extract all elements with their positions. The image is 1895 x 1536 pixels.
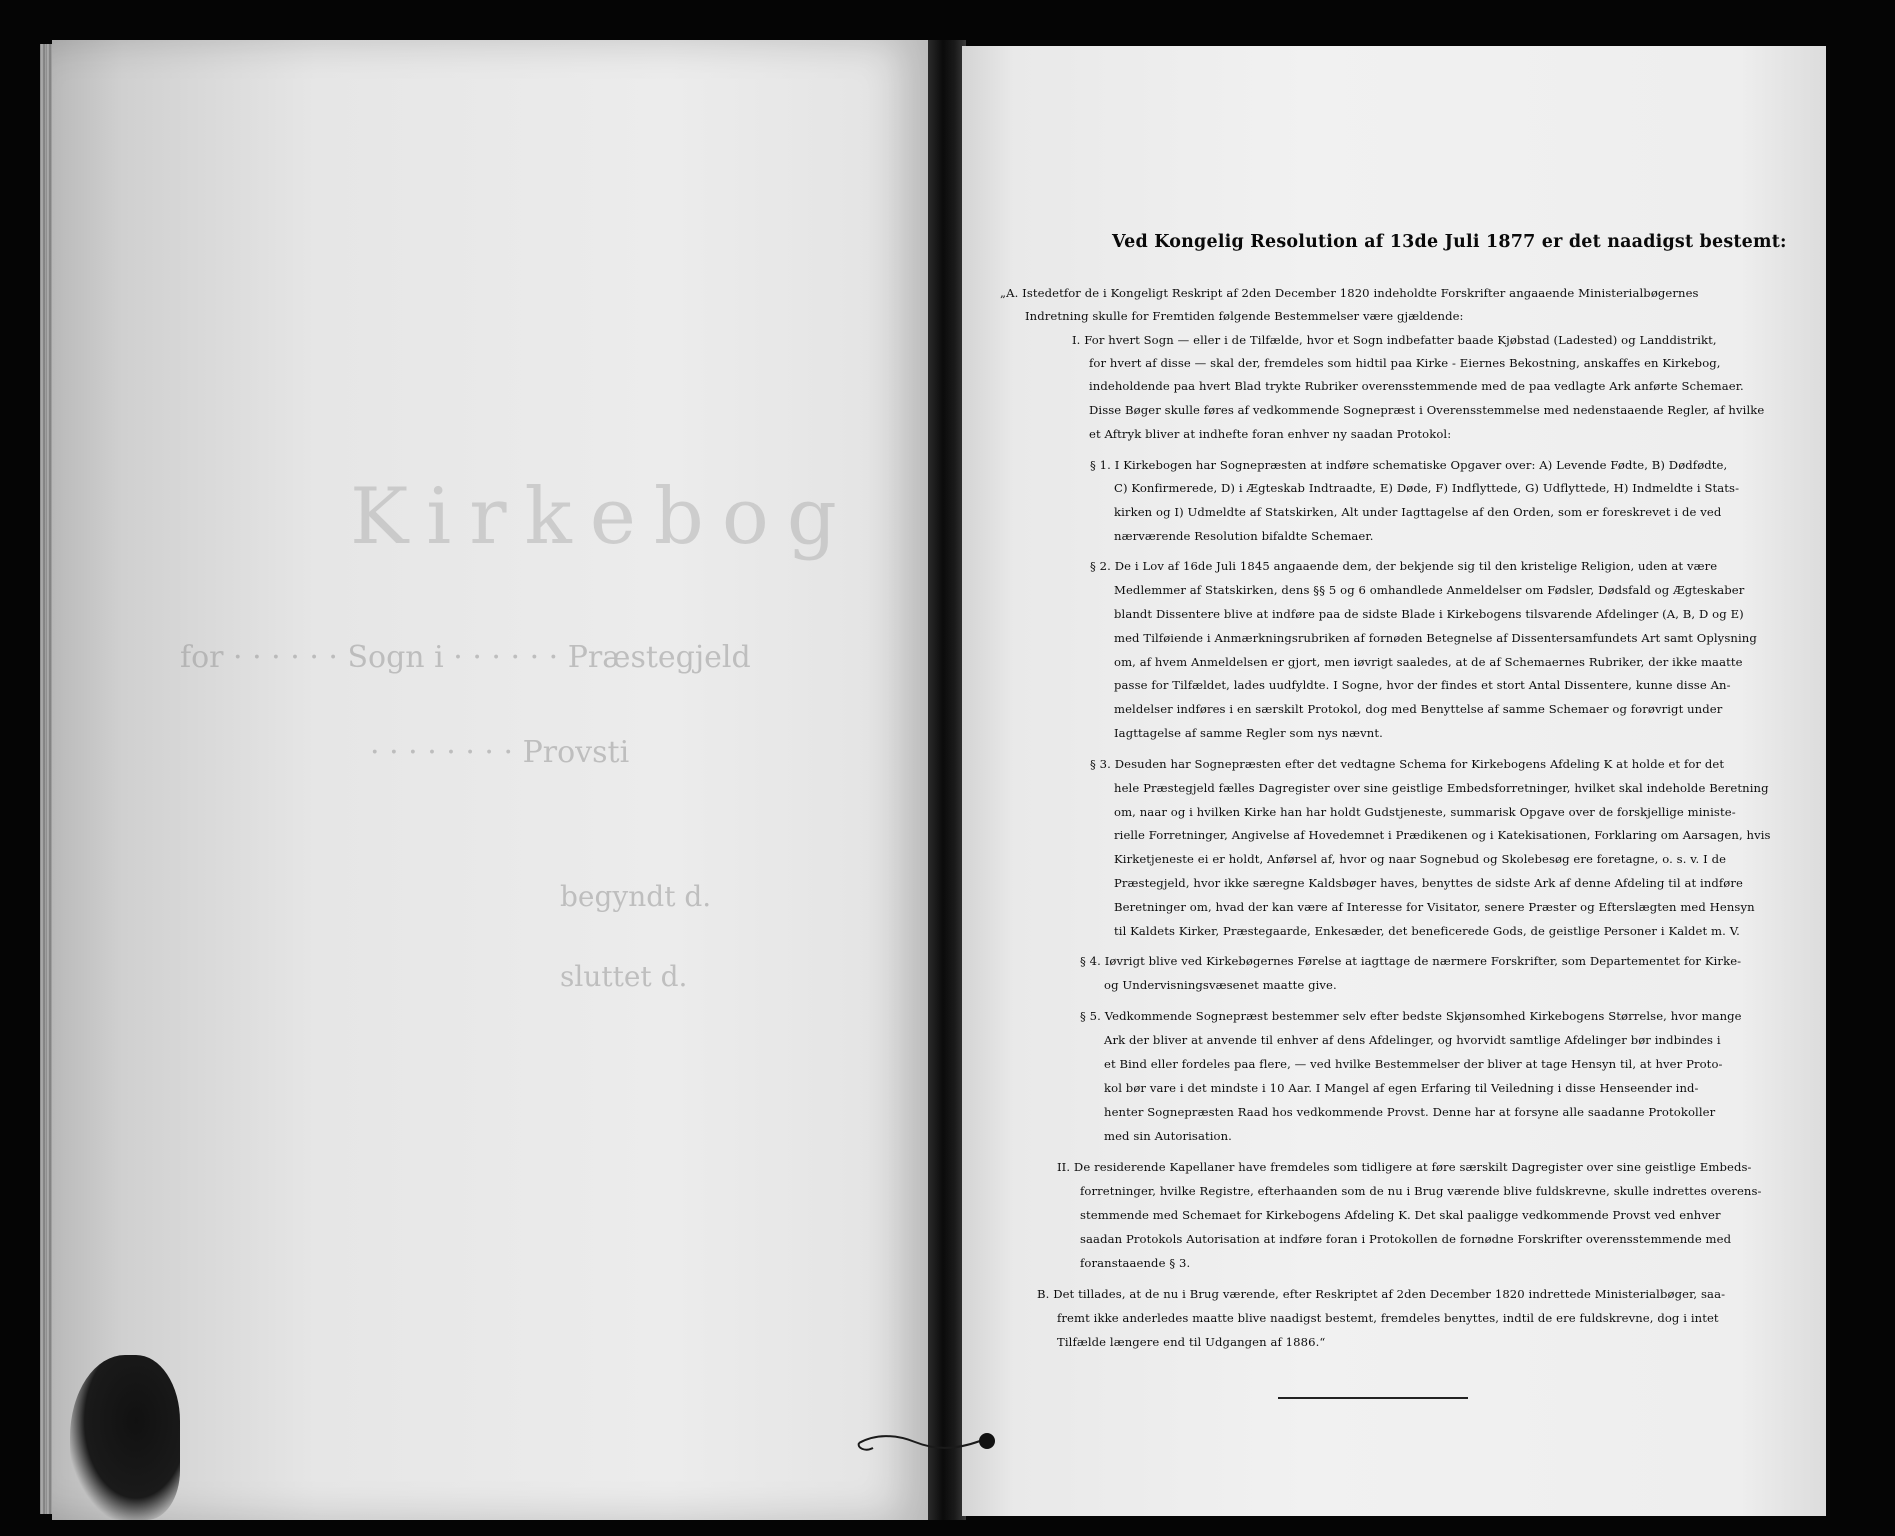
text-line: indeholdende paa hvert Blad trykte Rubriker overensstemmende med de paa vedlagte Ark anførte Schemaer.: [1089, 379, 1744, 393]
text-line: Indretning skulle for Fremtiden følgende Bestemmelser være gjældende:: [1025, 309, 1464, 323]
text-line: et Bind eller fordeles paa flere, — ved hvilke Bestemmelser der bliver at tage Hensyn til, at hver Proto-: [1104, 1057, 1723, 1071]
text-line: passe for Tilfældet, lades uudfyldte. I Sogne, hvor der findes et stort Antal Dissentere, kunne disse An-: [1114, 678, 1731, 692]
text-line: Medlemmer af Statskirken, dens §§ 5 og 6 omhandlede Anmeldelser om Fødsler, Dødsfald og Ægteskaber: [1114, 583, 1745, 597]
closing-rule: [1278, 1397, 1468, 1399]
text-line: kol bør vare i det mindste i 10 Aar. I Mangel af egen Erfaring til Veiledning i disse Henseender ind-: [1104, 1081, 1699, 1095]
text-line: stemmende med Schemaet for Kirkebogens Afdeling K. Det skal paaligge vedkommende Provst ved enhver: [1080, 1208, 1721, 1222]
finger-shadow: [70, 1355, 180, 1520]
text-line: blandt Dissentere blive at indføre paa de sidste Blade i Kirkebogens tilsvarende Afdelinger (A, B, D og E): [1114, 607, 1744, 621]
text-line: saadan Protokols Autorisation at indføre foran i Protokollen de fornødne Forskrifter overensstemmende med: [1080, 1232, 1732, 1246]
text-line: for hvert af disse — skal der, fremdeles som hidtil paa Kirke - Eiernes Bekostning, anskaffes en Kirkebog,: [1089, 356, 1721, 370]
left-page-bleedthrough-line: · · · · · · · · Provsti: [370, 735, 630, 770]
text-line: med sin Autorisation.: [1104, 1129, 1232, 1143]
text-line: II. De residerende Kapellaner have fremdeles som tidligere at føre særskilt Dagregister over sine geistlige Embeds-: [1057, 1160, 1752, 1174]
left-page-bleedthrough-line: begyndt d.: [560, 880, 712, 913]
text-line: Præstegjeld, hvor ikke særegne Kaldsbøger haves, benyttes de sidste Ark af denne Afdeling til at indføre: [1114, 876, 1743, 890]
text-line: Kirketjeneste ei er holdt, Anførsel af, hvor og naar Sognebud og Skolebesøg ere foretagne, o. s. v. I de: [1114, 852, 1727, 866]
text-line: § 1. I Kirkebogen har Sognepræsten at indføre schematiske Opgaver over: A) Levende Fødte, B) Dødfødte,: [1090, 458, 1728, 472]
text-line: § 2. De i Lov af 16de Juli 1845 angaaende dem, der bekjende sig til den kristelige Religion, uden at være: [1090, 559, 1718, 573]
text-line: henter Sognepræsten Raad hos vedkommende Provst. Denne har at forsyne alle saadanne Protokoller: [1104, 1105, 1716, 1119]
text-line: nærværende Resolution bifaldte Schemaer.: [1114, 529, 1374, 543]
text-line: til Kaldets Kirker, Præstegaarde, Enkesæder, det beneficerede Gods, de geistlige Personer i Kaldet m. V.: [1114, 924, 1740, 938]
left-page-bleedthrough-line: for · · · · · · Sogn i · · · · · · Præstegjeld: [180, 640, 751, 675]
text-line: § 5. Vedkommende Sognepræst bestemmer selv efter bedste Skjønsomhed Kirkebogens Størrelse, hvor mange: [1080, 1009, 1742, 1023]
text-line: § 3. Desuden har Sognepræsten efter det vedtagne Schema for Kirkebogens Afdeling K at holde et for det: [1090, 757, 1725, 771]
text-line: Ark der bliver at anvende til enhver af dens Afdelinger, og hvorvidt samtlige Afdelinger bør indbindes i: [1104, 1033, 1721, 1047]
text-line: fremt ikke anderledes maatte blive naadigst bestemt, fremdeles benyttes, indtil de ere fuldskrevne, dog i intet: [1057, 1311, 1719, 1325]
text-line: „A. Istedetfor de i Kongeligt Reskript af 2den December 1820 indeholdte Forskrifter angaaende Ministerialbøgernes: [1000, 286, 1699, 300]
left-page-bleedthrough-title: Kirkebog: [350, 472, 855, 562]
text-line: forretninger, hvilke Registre, efterhaanden som de nu i Brug værende blive fuldskrevne, skulle indrettes overens-: [1080, 1184, 1762, 1198]
text-line: Disse Bøger skulle føres af vedkommende Sognepræst i Overensstemmelse med nedenstaaende Regler, af hvilke: [1089, 403, 1765, 417]
left-page: [52, 40, 932, 1520]
text-line: med Tilføiende i Anmærkningsrubriken af fornøden Betegnelse af Dissentersamfundets Art samt Oplysning: [1114, 631, 1757, 645]
text-line: om, af hvem Anmeldelsen er gjort, men iøvrigt saaledes, at de af Schemaernes Rubriker, der ikke maatte: [1114, 655, 1743, 669]
text-line: om, naar og i hvilken Kirke han har holdt Gudstjeneste, summarisk Opgave over de forskjellige ministe-: [1114, 805, 1736, 819]
text-line: meldelser indføres i en særskilt Protokol, dog med Benyttelse af samme Schemaer og forøvrigt under: [1114, 702, 1723, 716]
text-line: C) Konfirmerede, D) i Ægteskab Indtraadte, E) Døde, F) Indflyttede, G) Udflyttede, H) Indmeldte i Stats-: [1114, 481, 1740, 495]
text-line: et Aftryk bliver at indhefte foran enhver ny saadan Protokol:: [1089, 427, 1452, 441]
text-line: § 4. Iøvrigt blive ved Kirkebøgernes Førelse at iagttage de nærmere Forskrifter, som Departementet for Kirke-: [1080, 954, 1742, 968]
book-gutter: [928, 40, 966, 1520]
text-line: kirken og I) Udmeldte af Statskirken, Alt under Iagttagelse af den Orden, som er foreskrevet i de ved: [1114, 505, 1722, 519]
text-line: hele Præstegjeld fælles Dagregister over sine geistlige Embedsforretninger, hvilket skal indeholde Beretning: [1114, 781, 1769, 795]
text-line: Beretninger om, hvad der kan være af Interesse for Visitator, senere Præster og Efterslægten med Hensyn: [1114, 900, 1755, 914]
text-line: foranstaaende § 3.: [1080, 1256, 1191, 1270]
binding-thread: [855, 1432, 1005, 1454]
text-line: Tilfælde længere end til Udgangen af 1886.“: [1057, 1335, 1326, 1349]
text-line: B. Det tillades, at de nu i Brug værende, efter Reskriptet af 2den December 1820 indrettede Ministerialbøger, saa-: [1037, 1287, 1726, 1301]
text-line: og Undervisningsvæsenet maatte give.: [1104, 978, 1337, 992]
text-line: rielle Forretninger, Angivelse af Hovedemnet i Prædikenen og i Katekisationen, Forklaring om Aarsagen, hvis: [1114, 828, 1771, 842]
left-page-bleedthrough-line: sluttet d.: [560, 960, 688, 993]
text-line: I. For hvert Sogn — eller i de Tilfælde, hvor et Sogn indbefatter baade Kjøbstad (Ladested) og Landdistrikt,: [1072, 333, 1717, 347]
text-line: Iagttagelse af samme Regler som nys nævnt.: [1114, 726, 1383, 740]
resolution-heading: Ved Kongelig Resolution af 13de Juli 1877 er det naadigst bestemt:: [1112, 232, 1787, 252]
